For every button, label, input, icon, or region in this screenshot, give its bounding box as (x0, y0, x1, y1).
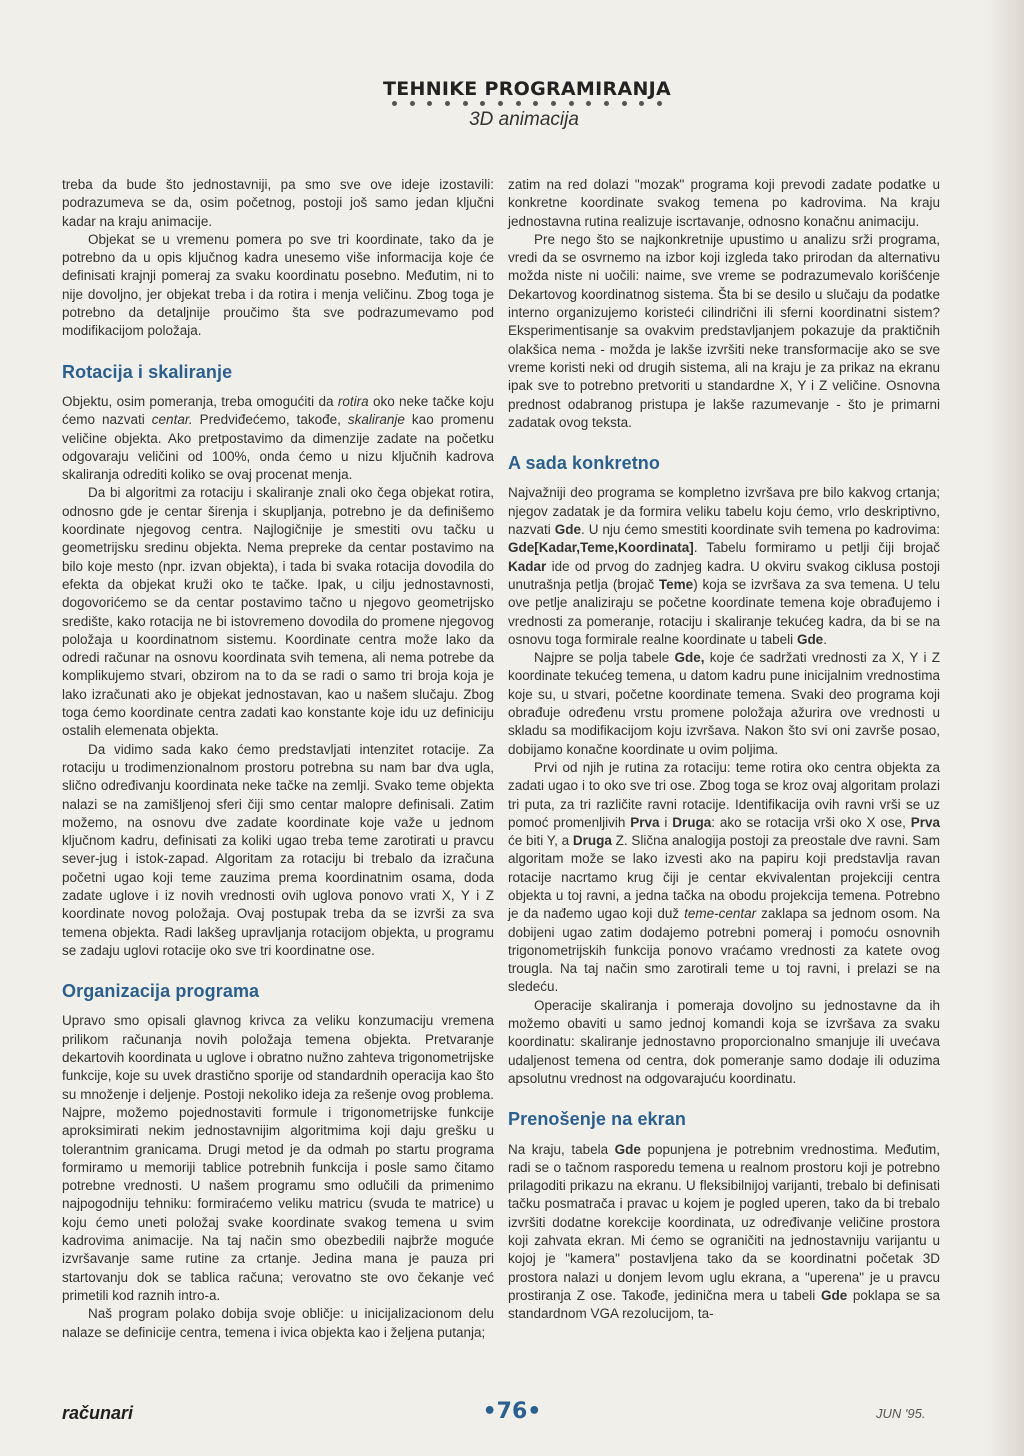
heading-konkretno: A sada konkretno (508, 453, 660, 474)
heading-organizacija: Organizacija programa (62, 981, 260, 1002)
paragraph: Na kraju, tabela Gde popunjena je potrebnim vrednostima. Međutim, radi se o tačnom rasporedu temena u realnom prostoru koji je potrebno prilagoditi prikazu na ekranu. U fleksibilnijoj varijanti, trebalo bi definisati tačku posmatrača i pravac u kojem je pogled uperen, tako da bi trebalo izvršiti dodatne korekcije koordinata, uz određivanje veličine prostora koji zahvata ekran. Mi ćemo se ograničiti na jednostavniju varijantu u kojoj je "kamera" postavljena tako da se koordinatni početak 3D prostora nalazi u donjem levom uglu ekrana, a "uperena" je u pravcu prostiranja Z ose. Takođe, jedinična mera u tabeli Gde poklapa se sa standardnom VGA rezolucijom, ta- (508, 1141, 941, 1322)
dotted-rule (362, 101, 662, 107)
paragraph: Da vidimo sada kako ćemo predstavljati intenzitet rotacije. Za rotaciju u trodimenzionalnom prostoru potrebna su nam bar dva ugla, slično određivanju koordinata neke tačke na zemlji. Svako teme objekta nalazi se na zamišljenoj sferi čiji smo centar malopre definisali. Zatim možemo, na osnovu dve zadate koordinate koje važe u jednom ključnom kadru, definisati za koliki ugao treba teme zarotirati u pravcu sever-jug i istok-zapad. Algoritam za rotaciju bi trebalo da izračuna početni ugao koji teme zauzima prema koordinatnim osama, doda zadate uglove i iz novih vrednosti ovih uglova ponovo vrati X, Y i Z koordinate novog položaja. Ovaj postupak treba da se izvrši za sva temena objekta. Radi lakšeg upravljanja rotacijom objekta, u programu se zadaju uglovi rotacije oko sve tri koordinatne ose. (62, 741, 494, 958)
paragraph: Najpre se polja tabele Gde, koje će sadržati vrednosti za X, Y i Z koordinate tekućeg temena, u datom kadru pune inicijalnim vrednostima koje su, u stvari, početne koordinate temena. Svaki deo programa koji obrađuje određenu vrstu promene položaja ažurira ove vrednosti u skladu sa modifikacijom koju izvršava. Nakon što svi oni završe posao, dobijamo konačne koordinate u ovim poljima. (508, 650, 940, 757)
section-title: TEHNIKE PROGRAMIRANJA (382, 78, 672, 100)
paragraph: Objekat se u vremenu pomera po sve tri koordinate, tako da je potrebno da u opis ključnog kadra unesemo više informacija koje će definisati krajnji pomeraj za svaku koordinatu posebno. Međutim, ni to nije dovoljno, jer objekat treba i da rotira i menja veličinu. Zbog toga je potrebno da detaljnije proučimo šta sve podrazumevamo pod modifikacijom položaja. (62, 231, 494, 339)
paragraph: Pre nego što se najkonkretnije upustimo u analizu srži programa, vredi da se osvrnemo na izbor koji izgleda tako prirodan da alternativu možda niste ni uočili: naime, sve vreme se podrazumevalo korišćenje Dekartovog koordinatnog sistema. Šta bi se desilo u slučaju da podatke interno organizujemo koristeći cilindrični ili sferni koordinatni sistem? Eksperimentisanje sa ovakvim predstavljanjem pokazuje da praktičnih olakšica nema - možda je lakše izvršiti neke transformacije ako se sve vreme koristi neki od drugih sistema, ali na kraju je za prikaz na ekranu ipak sve to potrebno pretvoriti u standardne X, Y i Z veličine. Osnovna prednost odabranog pristupa je lakše razumevanje - što je primarni zadatak ovog teksta. (508, 231, 940, 430)
paragraph: treba da bude što jednostavniji, pa smo sve ove ideje izostavili: podrazumeva se da, osim početnog, postoji još samo jedan ključni kadar na kraju animacije. (62, 177, 494, 229)
paragraph: Najvažniji deo programa se kompletno izvršava pre bilo kakvog crtanja; njegov zadatak je da formira veliku tabelu koju ćemo, vrlo deskriptivno, nazvati Gde. U nju ćemo smestiti koordinate svih temena po kadrovima: Gde[Kadar,Teme,Koordinata]. Tabelu formiramo u petlji čiji brojač Kadar ide od prvog do zadnjeg kadra. U okviru svakog ciklusa postoji unutrašnja petlja (brojač Teme) koja se izvršava za sva temena. U telu ove petlje analiziraju se početne koordinate temena koje obrađujemo i vrednosti za pomeranje, rotaciju i skaliranje tekućeg kadra, da bi se na osnovu toga formirale realne koordinate u tabeli Gde. (508, 485, 940, 647)
paragraph: Prvi od njih je rutina za rotaciju: teme rotira oko centra objekta za zadati ugao i to oko sve tri ose. Zbog toga se kroz ovaj algoritam prolazi tri puta, za tri različite ravni rotacije. Identifikacija ovih ravni vrši se uz pomoć promenljivih Prva i Druga: ako se rotacija vrši oko X ose, Prva će biti Y, a Druga Z. Slična analogija postoji za preostale dve ravni. Sam algoritam može se lako izvesti ako na papiru koji predstavlja ravan rotacije nacrtamo krug čiji je centar ekvivalentan projekciji centra objekta u toj ravni, a jedna tačka na obodu projekcija temena. Potrebno je da nađemo ugao koji duž teme-centar zaklapa sa jednom osom. Na dobijeni ugao zatim dodajemo potrebni pomeraj i pomoću osnovnih trigonometrijskih funkcija ponovo vraćamo vrednosti za katete ovog trougla. Na taj način smo zarotirali teme u toj ravni, i prelazi se na sledeću. (508, 759, 941, 995)
page-header (0, 78, 1024, 131)
paragraph: zatim na red dolazi "mozak" programa koji prevodi zadate podatke u konkretne koordinate svakog temena po kadrovima. Na kraju jednostavna rutina realizuje iscrtavanje, odnosno konačnu animaciju. (508, 177, 940, 229)
heading-rotacija: Rotacija i skaliranje (62, 361, 233, 382)
section-subtitle: 3D animacija (469, 109, 579, 130)
page-number: •76• (482, 1399, 542, 1424)
issue-date: JUN '95. (876, 1406, 926, 1421)
paragraph: Da bi algoritmi za rotaciju i skaliranje znali oko čega objekat rotira, odnosno gde je centar širenja i skupljanja, potrebno je da definišemo koordinate njegovog centra. Najlogičnije je smestiti ovu tačku u geometrijsku sredinu objekta. Nema prepreke da centar postavimo na bilo koje mesto (npr. izvan objekta), i tada bi svaka rotacija dovodila do efekta da objekat kruži oko te tačke. Ipak, u cilju jednostavnosti, dogovorićemo se da centar postavimo tačno u njegovo geometrijsko središte, kako rotacija ne bi istovremeno dovodila do promene njegovog položaja u koordinatnom sistemu. Koordinate centra može lako da odredi računar na osnovu koordinata svih temena, ali nema potrebe da komplikujemo stvari, obzirom na to da se radi o samo tri broja koja je lako izračunati ako je objekat jednostavan, kao u našem slučaju. Zbog toga ćemo koordinate centra zadati kao konstante koje idu uz definiciju ostalih elemenata objekta. (62, 485, 494, 739)
magazine-name: računari (62, 1403, 134, 1423)
page-edge-shade (984, 0, 1024, 1456)
paragraph: Operacije skaliranja i pomeraja dovoljno su jednostavne da ih možemo obaviti u samo jednoj komandi koja se izvršava za svaku koordinatu: skaliranje jednostavno proporcionalno smanjuje ili uvećava udaljenost temena od centra, dok pomeranje samo dodaje ili oduzima apsolutnu vrednost na odgovarajuću koordinatu. (508, 997, 940, 1086)
paragraph: Naš program polako dobija svoje obličje: u inicijalizacionom delu nalaze se definicije centra, temena i ivica objekta kao i željena putanja; (62, 1306, 494, 1340)
left-column (62, 176, 494, 1342)
paragraph: Objektu, osim pomeranja, treba omogućiti da rotira oko neke tačke koju ćemo nazvati centar. Predviđećemo, takođe, skaliranje kao promenu veličine objekta. Ako pretpostavimo da dimenzije zadate na početku odgovaraju veličini od 100%, onda ćemo u nizu ključnih kadrova skaliranja odrediti koliko se ovaj procenat menja. (62, 393, 495, 483)
right-column (508, 176, 940, 1324)
heading-prenosenje: Prenošenje na ekran (508, 1109, 686, 1130)
paragraph: Upravo smo opisali glavnog krivca za veliku konzumaciju vremena prilikom računanja novih položaja temena objekta. Pretvaranje dekartovih koordinata u uglove i obratno nužno zahteva trigonometrijske funkcije, koje su uvek drastično sporije od standardnih operacija kao što su množenje i deljenje. Postoji nekoliko ideja za rešenje ovog problema. Najpre, možemo pojednostaviti formule i trigonometrijske funkcije aproksimirati nekim jednostavnijim algoritmima koji daju grešku u tolerantnim granicama. Drugi metod je da odmah po startu programa formiramo u memoriji tablice potrebnih funkcija i posle samo čitamo potrebne vrednosti. U našem programu smo odlučili da primenimo najpogodniju tehniku: formiraćemo veliku matricu (svuda te matrice) u koju ćemo uneti položaj svake koordinate svakog temena u svim kadrovima animacije. Na taj način smo obezbedili najbrže moguće izvršavanje same rutine za crtanje. Jedina mana je pauza pri startovanju dok se tablica računa; verovatno ste ovo čekanje već primetili kod raznih intro-a. (62, 1013, 494, 1303)
